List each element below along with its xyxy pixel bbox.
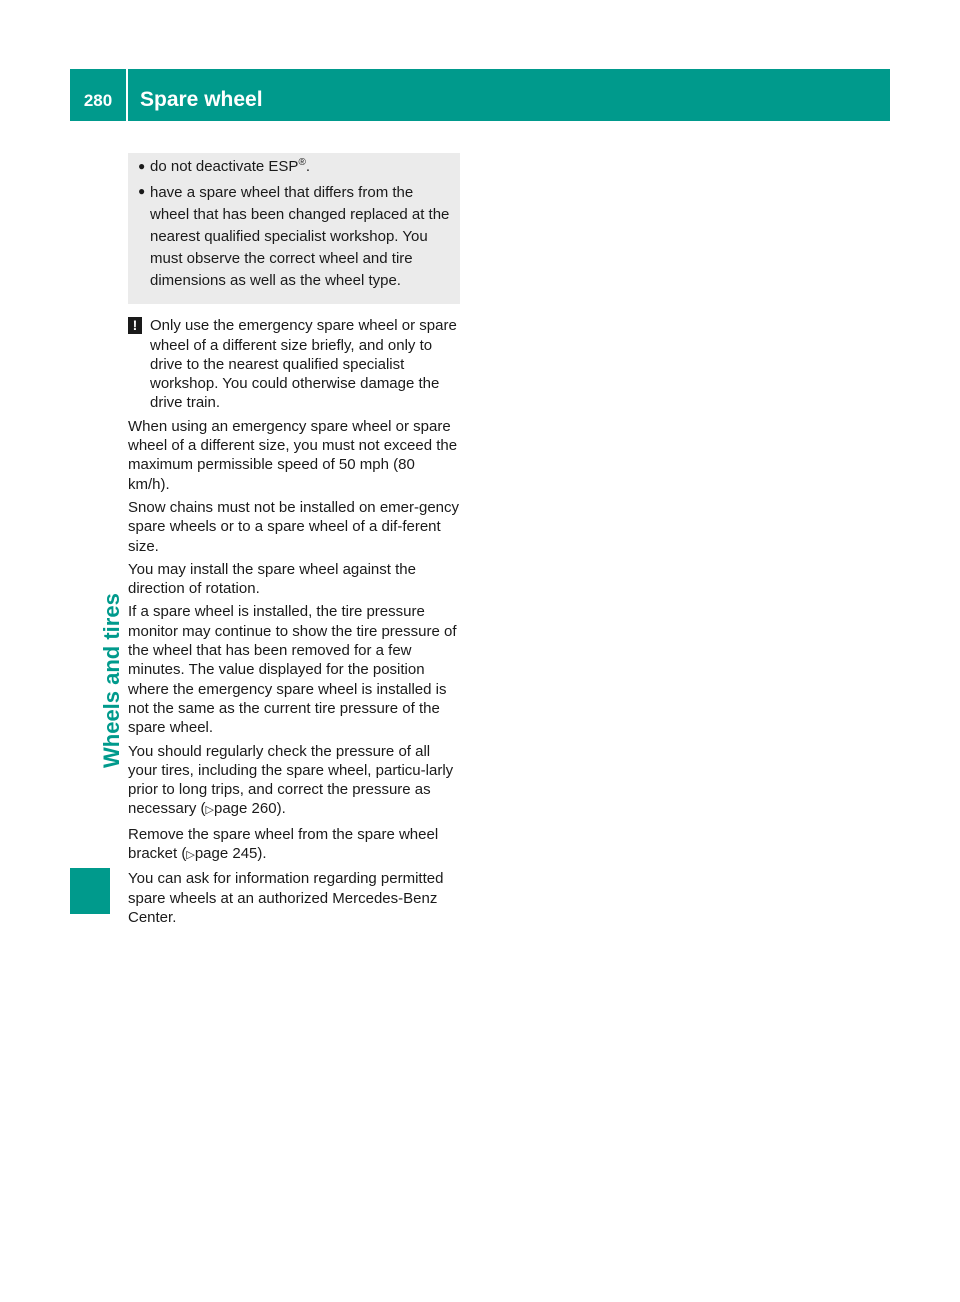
header-divider [126, 69, 128, 121]
paragraph: Snow chains must not be installed on emer-gency spare wheels or to a spare wheel of a dif-ferent size. [128, 498, 460, 555]
warning-icon: ! [128, 317, 142, 334]
paragraph [128, 742, 460, 821]
info-box [128, 153, 460, 304]
paragraph-text-end: ). [257, 845, 267, 863]
paragraph-text: You should regularly check the pressure of all your tires, including the spare wheel, particu-larly prior to long trips, and correct the pressure as necessary ( [128, 742, 454, 818]
bullet-punct: . [305, 158, 310, 175]
registered-mark: ® [298, 157, 306, 168]
page-number: 280 [83, 91, 113, 110]
side-tab-marker [70, 868, 110, 914]
warning-note [128, 316, 460, 412]
paragraph: When using an emergency spare wheel or spare wheel of a different size, you must not exceed the maximum permissible speed of 50 mph (80 km/h). [128, 417, 458, 493]
bullet-dot-icon: ● [138, 184, 146, 199]
page-reference-link[interactable]: page 260 [214, 800, 277, 818]
warning-text: Only use the emergency spare wheel or spare wheel of a different size briefly, and only to drive to the nearest qualified specialist workshop. You could otherwise damage the drive train. [150, 317, 457, 412]
page-reference-link[interactable]: page 245 [194, 845, 258, 863]
bullet-text: have a spare wheel that differs from the wheel that has been changed replaced at the nearest qualified specialist workshop. You must observe the correct wheel and tire dimensions as well as the wheel type. [150, 184, 450, 290]
bullet-item [138, 182, 450, 292]
paragraph: You may install the spare wheel against the direction of rotation. [128, 560, 416, 598]
paragraph [128, 825, 460, 866]
paragraph-text: Remove the spare wheel from the spare wheel bracket ( [128, 825, 439, 863]
page-ref-arrow-icon: ▷ [186, 849, 195, 862]
paragraph: You can ask for information regarding permitted spare wheels at an authorized Mercedes-Benz Center. [128, 870, 444, 926]
paragraph: If a spare wheel is installed, the tire pressure monitor may continue to show the tire pressure of the wheel that has been removed for a few minutes. The value displayed for the position where the emergency spare wheel is installed is not the same as the current tire pressure of the spare wheel. [128, 603, 457, 737]
side-tab-label: Wheels and tires [99, 593, 124, 768]
page-ref-arrow-icon: ▷ [205, 804, 214, 817]
bullet-item [138, 157, 450, 176]
bullet-text: do not deactivate ESP [150, 158, 299, 175]
page-content [128, 153, 460, 931]
bullet-dot-icon: ● [138, 159, 146, 173]
section-title: Spare wheel [140, 88, 263, 111]
paragraph-text-end: ). [276, 800, 286, 818]
